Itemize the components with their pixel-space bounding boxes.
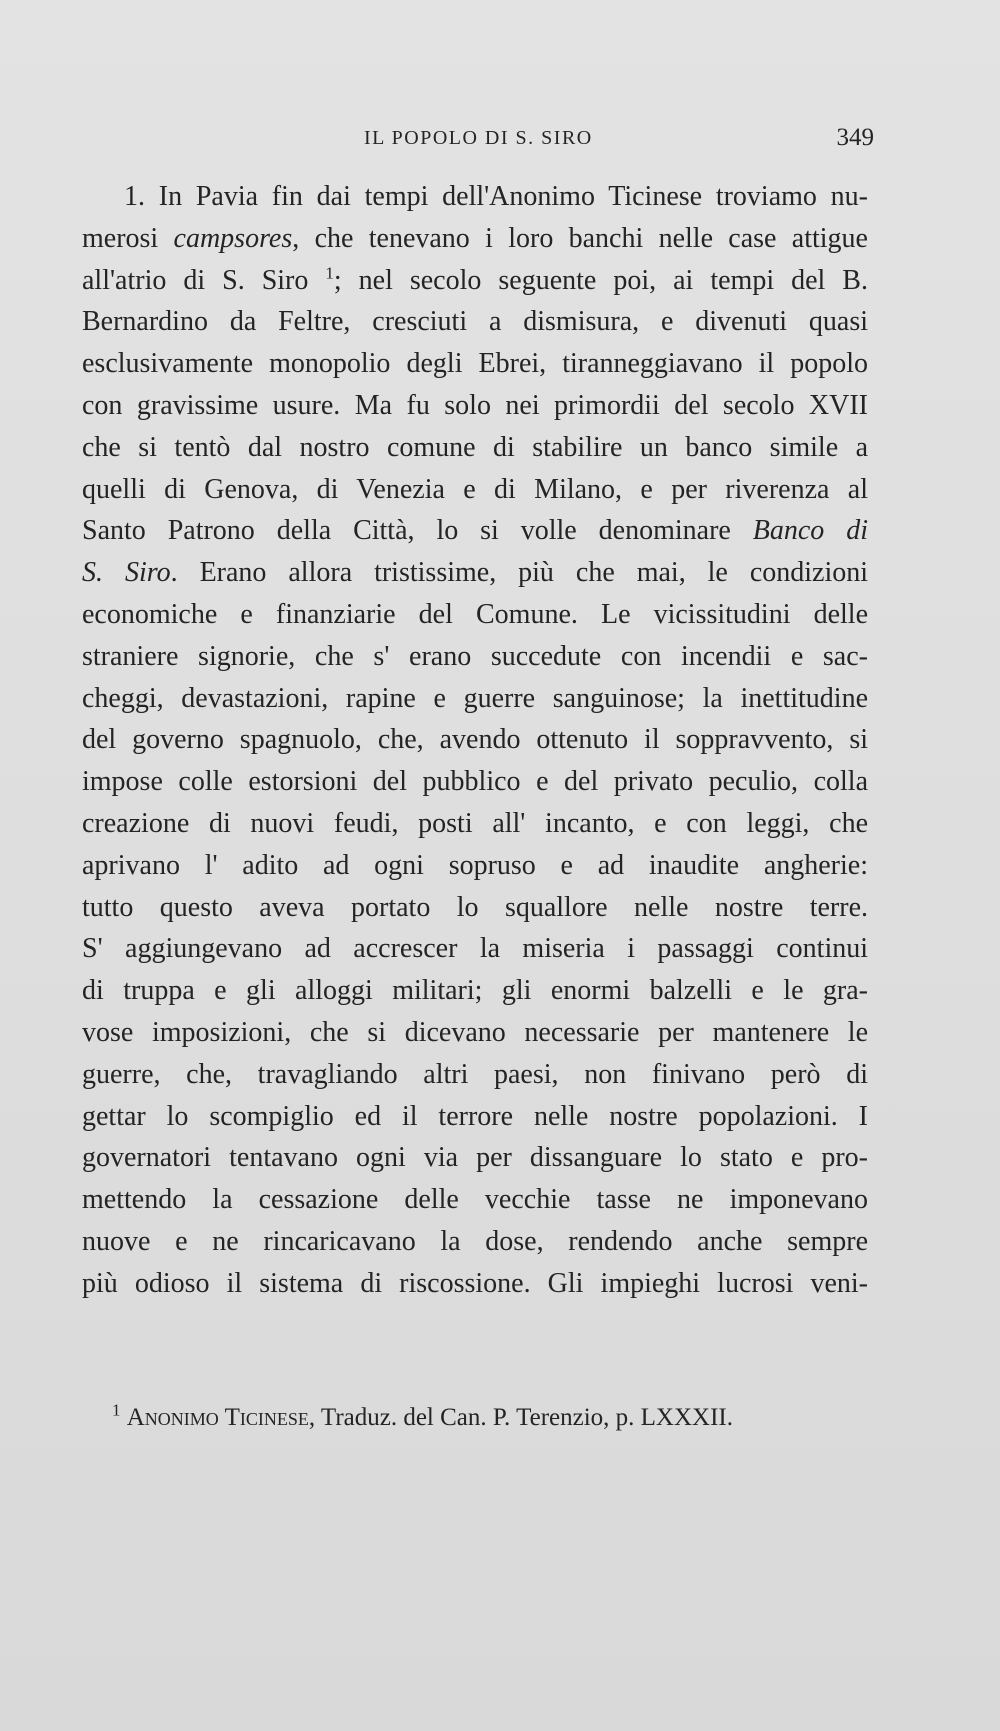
text-run: aprivano l' adito ad ogni sopruso e ad inaudite angherie: bbox=[82, 849, 868, 881]
text-run: mettendo la cessazione delle vecchie tasse ne imponevano bbox=[82, 1184, 868, 1216]
text-line bbox=[82, 678, 868, 720]
text-line bbox=[82, 301, 868, 343]
text-run: con gravissime usure. Ma fu solo nei primordii del secolo XVII bbox=[82, 389, 868, 421]
text-line bbox=[82, 1221, 868, 1263]
text-line bbox=[82, 510, 868, 552]
text-line bbox=[82, 803, 868, 845]
text-line bbox=[82, 385, 868, 427]
text-run: all'atrio di S. Siro bbox=[82, 264, 326, 296]
text-line bbox=[82, 1096, 868, 1138]
footnote-reference: 1 bbox=[325, 263, 334, 283]
text-line bbox=[82, 887, 868, 929]
running-head bbox=[0, 124, 1000, 158]
text-run: . Erano allora tristissime, più che mai, le condizioni bbox=[170, 557, 869, 589]
text-line bbox=[82, 469, 868, 511]
text-line bbox=[82, 636, 868, 678]
text-run: guerre, che, travagliando altri paesi, non finivano però di bbox=[82, 1058, 868, 1090]
text-run: Santo Patrono della Città, lo si volle denominare bbox=[82, 515, 753, 547]
page-number: 349 bbox=[836, 124, 874, 151]
text-run: 1. In Pavia fin dai tempi dell'Anonimo Ticinese troviamo nu- bbox=[124, 181, 868, 212]
text-run: che si tentò dal nostro comune di stabilire un banco simile a bbox=[82, 431, 868, 463]
text-run: straniere signorie, che s' erano succedute con incendii e sac- bbox=[82, 640, 868, 672]
text-run: impose colle estorsioni del pubblico e del privato peculio, colla bbox=[82, 766, 868, 798]
text-line bbox=[82, 260, 868, 302]
footnote-author: Anonimo Ticinese bbox=[126, 1404, 309, 1431]
text-line bbox=[82, 970, 868, 1012]
text-line bbox=[82, 552, 868, 594]
text-line bbox=[82, 928, 868, 970]
text-run: governatori tentavano ogni via per dissanguare lo stato e pro- bbox=[82, 1142, 868, 1174]
text-run: Bernardino da Feltre, cresciuti a dismisura, e divenuti quasi bbox=[82, 306, 868, 338]
italic-text: S. Siro bbox=[82, 557, 171, 589]
footnote-marker: 1 bbox=[112, 1400, 121, 1420]
body-text bbox=[82, 176, 868, 1305]
text-line bbox=[82, 1137, 868, 1179]
text-run: merosi bbox=[82, 222, 174, 254]
text-line bbox=[82, 218, 868, 260]
text-run: vose imposizioni, che si dicevano necessarie per mantenere le bbox=[82, 1016, 868, 1048]
text-run: più odioso il sistema di riscossione. Gli impieghi lucrosi veni- bbox=[82, 1267, 868, 1299]
text-line bbox=[82, 845, 868, 887]
italic-text: Banco di bbox=[752, 515, 868, 547]
text-run: quelli di Genova, di Venezia e di Milano, e per riverenza al bbox=[82, 473, 868, 505]
text-line bbox=[82, 1263, 868, 1305]
running-title: IL POPOLO DI S. SIRO bbox=[364, 127, 593, 149]
italic-text: campsores bbox=[173, 222, 293, 254]
footnote-text: , Traduz. del Can. P. Terenzio, p. LXXXII. bbox=[308, 1404, 733, 1431]
text-run: , che tenevano i loro banchi nelle case attigue bbox=[292, 222, 868, 254]
text-run: creazione di nuovi feudi, posti all' incanto, e con leggi, che bbox=[82, 807, 868, 839]
text-run: esclusivamente monopolio degli Ebrei, tiranneggiavano il popolo bbox=[82, 348, 868, 380]
text-line bbox=[82, 719, 868, 761]
text-line bbox=[82, 594, 868, 636]
text-run: cheggi, devastazioni, rapine e guerre sanguinose; la inettitudine bbox=[82, 682, 868, 714]
text-run: gettar lo scompiglio ed il terrore nelle nostre popolazioni. I bbox=[82, 1100, 868, 1132]
text-line bbox=[82, 761, 868, 803]
text-line bbox=[82, 427, 868, 469]
text-run: nuove e ne rincaricavano la dose, rendendo anche sempre bbox=[82, 1225, 868, 1257]
text-line bbox=[82, 176, 868, 218]
text-line bbox=[82, 1179, 868, 1221]
text-run: S' aggiungevano ad accrescer la miseria i passaggi continui bbox=[82, 933, 868, 965]
text-run: del governo spagnuolo, che, avendo ottenuto il soppravvento, si bbox=[82, 724, 868, 756]
text-line bbox=[82, 1054, 868, 1096]
text-run: economiche e finanziarie del Comune. Le vicissitudini delle bbox=[82, 598, 868, 630]
text-run: di truppa e gli alloggi militari; gli enormi balzelli e le gra- bbox=[82, 975, 868, 1007]
text-line bbox=[82, 343, 868, 385]
text-run: ; nel secolo seguente poi, ai tempi del B. bbox=[333, 264, 868, 296]
text-line bbox=[82, 1012, 868, 1054]
text-run: tutto questo aveva portato lo squallore nelle nostre terre. bbox=[82, 891, 868, 923]
footnote bbox=[112, 1400, 733, 1432]
